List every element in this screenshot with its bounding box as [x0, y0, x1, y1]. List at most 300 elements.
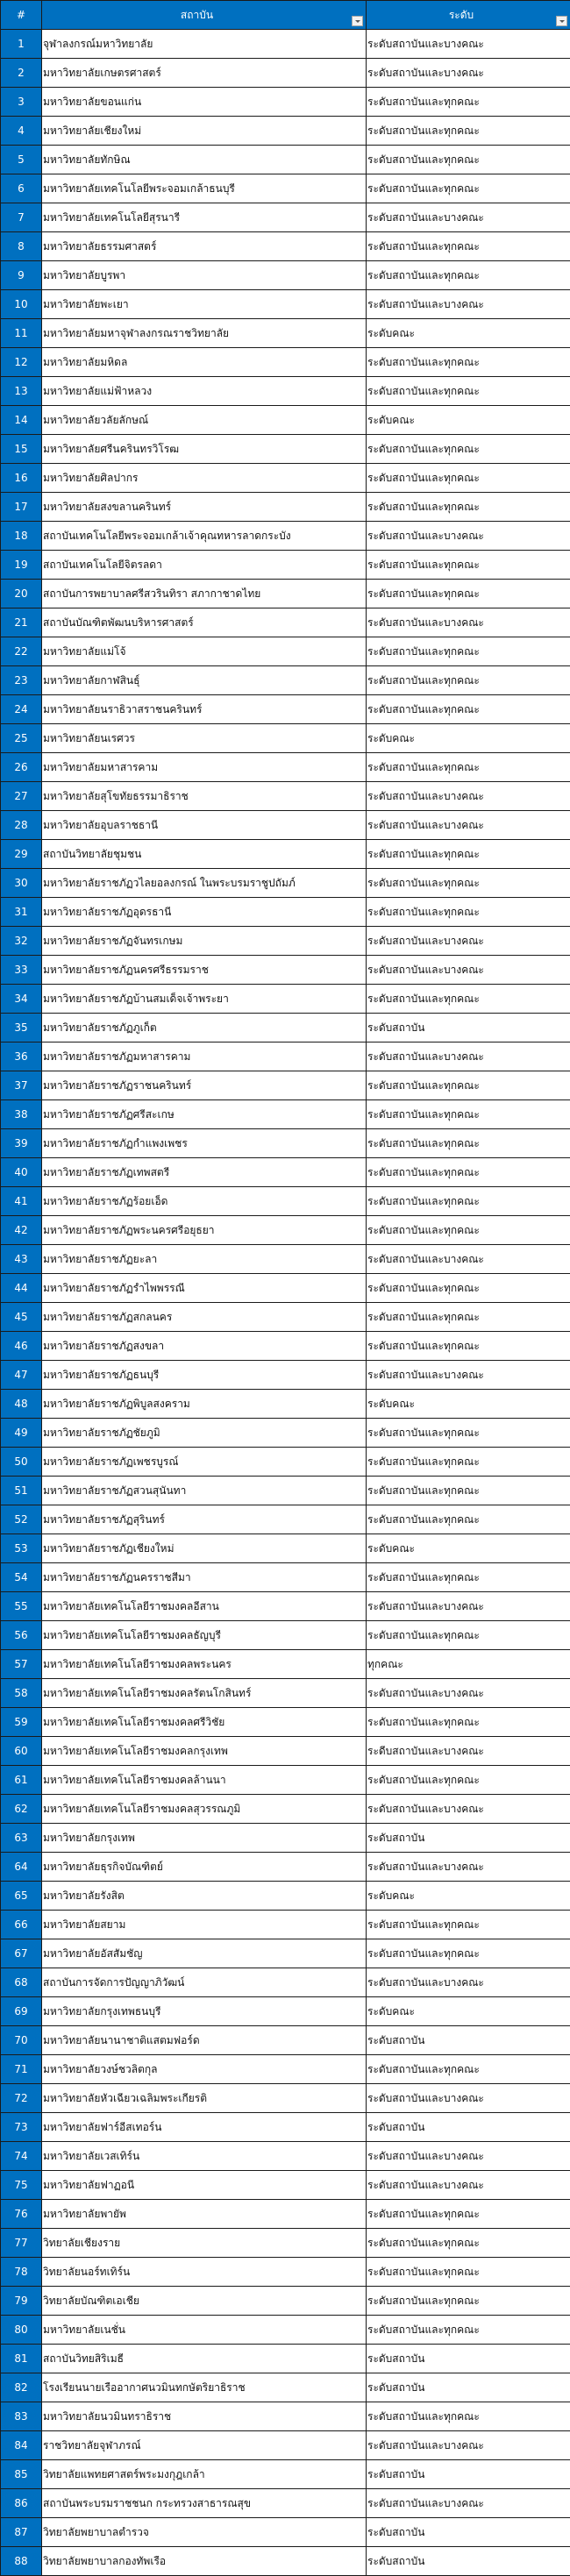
row-number[interactable]: 21 [1, 608, 42, 637]
institution-cell[interactable]: มหาวิทยาลัยเทคโนโลยีราชมงคลธัญบุรี [42, 1621, 367, 1650]
level-cell[interactable]: ระดับสถาบันและทุกคณะ [367, 2055, 570, 2084]
table-row [1, 493, 570, 522]
row-number[interactable]: 14 [1, 406, 42, 435]
table-row [1, 666, 570, 695]
row-number[interactable]: 60 [1, 1737, 42, 1766]
level-cell[interactable]: ระดับสถาบันและบางคณะ [367, 522, 570, 551]
row-number[interactable]: 3 [1, 88, 42, 117]
institution-cell[interactable]: จุฬาลงกรณ์มหาวิทยาลัย [42, 30, 367, 59]
institution-cell[interactable]: มหาวิทยาลัยราชภัฏจันทรเกษม [42, 927, 367, 956]
row-number[interactable]: 82 [1, 2373, 42, 2402]
row-number[interactable]: 88 [1, 2547, 42, 2576]
table-row [1, 2171, 570, 2200]
level-cell[interactable]: ระดับสถาบันและทุกคณะ [367, 1129, 570, 1158]
level-cell[interactable]: ระดับสถาบันและทุกคณะ [367, 232, 570, 261]
level-cell[interactable]: ระดับสถาบันและบางคณะ [367, 1042, 570, 1071]
level-cell[interactable]: ระดับสถาบันและทุกคณะ [367, 88, 570, 117]
row-number[interactable]: 84 [1, 2431, 42, 2460]
table-row [1, 1419, 570, 1448]
row-number[interactable]: 80 [1, 2316, 42, 2345]
table-row [1, 146, 570, 174]
level-cell[interactable]: ระดับสถาบันและทุกคณะ [367, 1274, 570, 1303]
row-number[interactable]: 58 [1, 1679, 42, 1708]
level-cell[interactable]: ระดับสถาบันและทุกคณะ [367, 666, 570, 695]
institution-cell[interactable]: มหาวิทยาลัยธรรมศาสตร์ [42, 232, 367, 261]
row-number[interactable]: 47 [1, 1361, 42, 1390]
institution-cell[interactable]: มหาวิทยาลัยราชภัฏนครศรีธรรมราช [42, 956, 367, 985]
row-number[interactable]: 77 [1, 2229, 42, 2258]
level-cell[interactable]: ระดับสถาบันและทุกคณะ [367, 377, 570, 406]
institution-cell[interactable]: สถาบันบัณฑิตพัฒนบริหารศาสตร์ [42, 608, 367, 637]
institution-cell[interactable]: วิทยาลัยพยาบาลตำรวจ [42, 2518, 367, 2547]
institution-cell[interactable]: มหาวิทยาลัยเนชั่น [42, 2316, 367, 2345]
institution-cell[interactable]: มหาวิทยาลัยมหาสารคาม [42, 753, 367, 782]
row-number[interactable]: 25 [1, 724, 42, 753]
table-row [1, 2113, 570, 2142]
level-cell[interactable]: ระดีบสถาบันและบางคณะ [367, 1737, 570, 1766]
institution-cell[interactable]: มหาวิทยาลัยศรีนครินทรวิโรฒ [42, 435, 367, 464]
institution-cell[interactable]: มหาวิทยาลัยสงขลานครินทร์ [42, 493, 367, 522]
level-cell[interactable]: ทุกคณะ [367, 1650, 570, 1679]
institution-cell[interactable]: มหาวิทยาลัยราชภัฏยะลา [42, 1245, 367, 1274]
row-number[interactable]: 48 [1, 1390, 42, 1419]
level-cell[interactable]: ระดับสถาบันและทุกคณะ [367, 1071, 570, 1100]
institution-cell[interactable]: มหาวิทยาลัยเทคโนโลยีราชมงคลพระนคร [42, 1650, 367, 1679]
institution-cell[interactable]: มหาวิทยาลัยสุโขทัยธรรมาธิราช [42, 782, 367, 811]
row-number[interactable]: 86 [1, 2489, 42, 2518]
institution-cell[interactable]: มหาวิทยาลัยราชภัฏรำไพพรรณี [42, 1274, 367, 1303]
table-row [1, 1563, 570, 1592]
level-cell[interactable]: ระดับคณะ [367, 724, 570, 753]
institution-cell[interactable]: มหาวิทยาลัยอุบลราชธานี [42, 811, 367, 840]
table-row [1, 1621, 570, 1650]
institution-cell[interactable]: มหาวิทยาลัยธุรกิจบัณฑิตย์ [42, 1853, 367, 1882]
institution-cell[interactable]: มหาวิทยาลัยฟาฏอนี [42, 2171, 367, 2200]
level-cell[interactable]: ระดับสถาบันและทุกคณะ [367, 2229, 570, 2258]
row-number[interactable]: 33 [1, 956, 42, 985]
institution-cell[interactable]: มหาวิทยาลัยราชภัฏสกลนคร [42, 1303, 367, 1332]
row-number[interactable]: 2 [1, 59, 42, 88]
institution-cell[interactable]: มหาวิทยาลัยราชภัฏสงขลา [42, 1332, 367, 1361]
row-number[interactable]: 22 [1, 637, 42, 666]
level-cell[interactable]: ระดับสถาบันและทุกคณะ [367, 464, 570, 493]
row-number[interactable]: 78 [1, 2258, 42, 2287]
institution-cell[interactable]: มหาวิทยาลัยหัวเฉียวเฉลิมพระเกียรติ [42, 2084, 367, 2113]
institution-cell[interactable]: มหาวิทยาลัยเทคโนโลยีราชมงคลศรีวิชัย [42, 1708, 367, 1737]
table-row [1, 261, 570, 290]
level-cell[interactable]: ระดับสถาบันและบางคณะ [367, 608, 570, 637]
level-cell[interactable]: ระดับสถาบันและบางคณะ [367, 1795, 570, 1824]
level-cell[interactable]: ระดับสถาบันและทุกคณะ [367, 1332, 570, 1361]
level-cell[interactable]: ระดับสถาบันและทุกคณะ [367, 1419, 570, 1448]
row-number[interactable]: 8 [1, 232, 42, 261]
row-number[interactable]: 23 [1, 666, 42, 695]
level-cell[interactable]: ระดับสถาบัน [367, 2460, 570, 2489]
institution-cell[interactable]: มหาวิทยาลัยราชภัฏเพชรบูรณ์ [42, 1448, 367, 1477]
level-cell[interactable]: ระดับสถาบันและบางคณะ [367, 811, 570, 840]
institution-cell[interactable]: มหาวิทยาลัยเทคโนโลยีราชมงคลสุวรรณภูมิ [42, 1795, 367, 1824]
level-cell[interactable]: ระดับสถาบันและทุกคณะ [367, 898, 570, 927]
filter-dropdown-institution-icon[interactable] [352, 16, 363, 26]
row-number[interactable]: 55 [1, 1592, 42, 1621]
row-number[interactable]: 44 [1, 1274, 42, 1303]
row-number[interactable]: 13 [1, 377, 42, 406]
row-number[interactable]: 17 [1, 493, 42, 522]
table-row [1, 927, 570, 956]
row-number[interactable]: 81 [1, 2345, 42, 2373]
institution-cell[interactable]: มหาวิทยาลัยแม่โจ้ [42, 637, 367, 666]
institution-cell[interactable]: มหาวิทยาลัยกาฬสินธุ์ [42, 666, 367, 695]
level-cell[interactable]: ระดับสถาบันและทุกคณะ [367, 1939, 570, 1968]
level-cell[interactable]: ระดับสถาบันและบางคณะ [367, 927, 570, 956]
level-cell[interactable]: ระดับสถาบันและบางคณะ [367, 1968, 570, 1997]
institution-cell[interactable]: มหาวิทยาลัยอัสสัมชัญ [42, 1939, 367, 1968]
row-number[interactable]: 1 [1, 30, 42, 59]
row-number[interactable]: 4 [1, 117, 42, 146]
institution-cell[interactable]: มหาวิทยาลัยนวมินทราธิราช [42, 2402, 367, 2431]
row-number[interactable]: 32 [1, 927, 42, 956]
row-number[interactable]: 35 [1, 1014, 42, 1042]
institution-cell[interactable]: มหาวิทยาลัยราชภัฏร้อยเอ็ด [42, 1187, 367, 1216]
level-cell[interactable]: ระดับสถาบันและทุกคณะ [367, 146, 570, 174]
level-cell[interactable]: ระดับสถาบันและทุกคณะ [367, 2287, 570, 2316]
institution-cell[interactable]: มหาวิทยาลัยเวสเทิร์น [42, 2142, 367, 2171]
row-number[interactable]: 83 [1, 2402, 42, 2431]
institution-cell[interactable]: มหาวิทยาลัยราชภัฏภูเก็ต [42, 1014, 367, 1042]
institution-cell[interactable]: มหาวิทยาลัยมหาจุฬาลงกรณราชวิทยาลัย [42, 319, 367, 348]
level-cell[interactable]: ระดับสถาบันและบางคณะ [367, 782, 570, 811]
institution-cell[interactable]: สถาบันเทคโนโลยีจิตรลดา [42, 551, 367, 580]
level-cell[interactable]: ระดับสถาบันและบางคณะ [367, 956, 570, 985]
level-cell[interactable]: ระดับสถาบันและบางคณะ [367, 203, 570, 232]
level-cell[interactable]: ระดับสถาบันและทุกคณะ [367, 2258, 570, 2287]
institution-cell[interactable]: มหาวิทยาลัยเกษตรศาสตร์ [42, 59, 367, 88]
level-cell[interactable]: ระดับสถาบันและบางคณะ [367, 1361, 570, 1390]
table-row [1, 2287, 570, 2316]
institution-cell[interactable]: มหาวิทยาลัยเชียงใหม่ [42, 117, 367, 146]
table-row [1, 1534, 570, 1563]
institution-cell[interactable]: สถาบันการจัดการปัญญาภิวัฒน์ [42, 1968, 367, 1997]
level-cell[interactable]: ระดับสถาบันและทุกคณะ [367, 2402, 570, 2431]
table-row [1, 695, 570, 724]
level-cell[interactable]: ระดับสถาบันและทุกคณะ [367, 435, 570, 464]
institution-cell[interactable]: มหาวิทยาลัยราชภัฏเชียงใหม่ [42, 1534, 367, 1563]
institution-cell[interactable]: มหาวิทยาลัยรังสิต [42, 1882, 367, 1911]
row-number[interactable]: 50 [1, 1448, 42, 1477]
row-number[interactable]: 7 [1, 203, 42, 232]
table-row [1, 88, 570, 117]
institution-cell[interactable]: มหาวิทยาลัยราชภัฏเทพสตรี [42, 1158, 367, 1187]
level-cell[interactable]: ระดับสถาบันและบางคณะ [367, 2489, 570, 2518]
level-cell[interactable]: ระดับสถาบันและบางคณะ [367, 30, 570, 59]
level-cell[interactable]: ระดับสถาบันและทุกคณะ [367, 1158, 570, 1187]
table-row [1, 30, 570, 59]
institution-cell[interactable]: มหาวิทยาลัยราชภัฏอุดรธานี [42, 898, 367, 927]
row-number[interactable]: 20 [1, 580, 42, 608]
level-cell[interactable]: ระดับคณะ [367, 319, 570, 348]
table-row [1, 811, 570, 840]
institution-cell[interactable]: มหาวิทยาลัยเทคโนโลยีสุรนารี [42, 203, 367, 232]
row-number[interactable]: 79 [1, 2287, 42, 2316]
table-row [1, 1071, 570, 1100]
level-cell[interactable]: ระดับสถาบัน [367, 2113, 570, 2142]
row-number[interactable]: 29 [1, 840, 42, 869]
level-cell[interactable]: ระดับสถาบันและทุกคณะ [367, 869, 570, 898]
institution-cell[interactable]: มหาวิทยาลัยราชภัฏศรีสะเกษ [42, 1100, 367, 1129]
level-cell[interactable]: ระดับสถาบันและบางคณะ [367, 2171, 570, 2200]
row-number[interactable]: 52 [1, 1505, 42, 1534]
row-number[interactable]: 56 [1, 1621, 42, 1650]
level-cell[interactable]: ระดับสถาบันและทุกคณะ [367, 261, 570, 290]
row-number[interactable]: 15 [1, 435, 42, 464]
institution-cell[interactable]: มหาวิทยาลัยเทคโนโลยีราชมงคลรัตนโกสินทร์ [42, 1679, 367, 1708]
institution-cell[interactable]: มหาวิทยาลัยศิลปากร [42, 464, 367, 493]
institution-cell[interactable]: มหาวิทยาลัยขอนแก่น [42, 88, 367, 117]
institution-cell[interactable]: มหาวิทยาลัยราชภัฏราชนครินทร์ [42, 1071, 367, 1100]
row-number[interactable]: 26 [1, 753, 42, 782]
row-number[interactable]: 49 [1, 1419, 42, 1448]
institution-cell[interactable]: มหาวิทยาลัยราชภัฏชัยภูมิ [42, 1419, 367, 1448]
level-cell[interactable]: ระดับสถาบัน [367, 2518, 570, 2547]
level-cell[interactable]: ระดับสถาบันและทุกคณะ [367, 695, 570, 724]
row-number[interactable]: 64 [1, 1853, 42, 1882]
institution-cell[interactable]: มหาวิทยาลัยพายัพ [42, 2200, 367, 2229]
table-row [1, 608, 570, 637]
institution-cell[interactable]: มหาวิทยาลัยราชภัฏมหาสารคาม [42, 1042, 367, 1071]
level-cell[interactable]: ระดับสถาบันและทุกคณะ [367, 2316, 570, 2345]
row-number[interactable]: 67 [1, 1939, 42, 1968]
row-number[interactable]: 10 [1, 290, 42, 319]
row-number[interactable]: 73 [1, 2113, 42, 2142]
institution-cell[interactable]: มหาวิทยาลัยนราธิวาสราชนครินทร์ [42, 695, 367, 724]
table-row [1, 1853, 570, 1882]
level-cell[interactable]: ระดับสถาบันและทุกคณะ [367, 1448, 570, 1477]
institution-cell[interactable]: มหาวิทยาลัยมหิดล [42, 348, 367, 377]
row-number[interactable]: 69 [1, 1997, 42, 2026]
level-cell[interactable]: ระดับคณะ [367, 1997, 570, 2026]
institution-cell[interactable]: มหาวิทยาลัยราชภัฏธนบุรี [42, 1361, 367, 1390]
row-number[interactable]: 28 [1, 811, 42, 840]
row-number[interactable]: 74 [1, 2142, 42, 2171]
filter-dropdown-level-icon[interactable] [556, 16, 567, 26]
table-row [1, 2489, 570, 2518]
institution-cell[interactable]: มหาวิทยาลัยนเรศวร [42, 724, 367, 753]
institution-cell[interactable]: วิทยาลัยพยาบาลกองทัพเรือ [42, 2547, 367, 2576]
table-row [1, 1795, 570, 1824]
row-number[interactable]: 62 [1, 1795, 42, 1824]
institution-cell[interactable]: มหาวิทยาลัยทักษิณ [42, 146, 367, 174]
institution-cell[interactable]: วิทยาลัยบัณฑิตเอเชีย [42, 2287, 367, 2316]
row-number[interactable]: 71 [1, 2055, 42, 2084]
level-cell[interactable]: ระดับสถาบันและบางคณะ [367, 2084, 570, 2113]
row-number[interactable]: 40 [1, 1158, 42, 1187]
level-cell[interactable]: ระดับคณะ [367, 1882, 570, 1911]
institution-cell[interactable]: วิทยาลัยนอร์ทเทิร์น [42, 2258, 367, 2287]
table-row [1, 1042, 570, 1071]
row-number[interactable]: 75 [1, 2171, 42, 2200]
level-cell[interactable]: ระดับสถาบันและทุกคณะ [367, 551, 570, 580]
row-number[interactable]: 85 [1, 2460, 42, 2489]
row-number[interactable]: 37 [1, 1071, 42, 1100]
institution-cell[interactable]: มหาวิทยาลัยพะเยา [42, 290, 367, 319]
institution-cell[interactable]: มหาวิทยาลัยราชภัฏสุรินทร์ [42, 1505, 367, 1534]
row-number[interactable]: 11 [1, 319, 42, 348]
level-cell[interactable]: ระดับสถาบัน [367, 2373, 570, 2402]
row-number[interactable]: 72 [1, 2084, 42, 2113]
institution-cell[interactable]: มหาวิทยาลัยเทคโนโลยีราชมงคลกรุงเทพ [42, 1737, 367, 1766]
institution-cell[interactable]: มหาวิทยาลัยกรุงเทพธนบุรี [42, 1997, 367, 2026]
level-cell[interactable]: ระดับสถาบันและทุกคณะ [367, 1708, 570, 1737]
level-cell[interactable]: ระดับสถาบันและบางคณะ [367, 290, 570, 319]
level-cell[interactable]: ระดับสถาบันและบางคณะ [367, 1245, 570, 1274]
institution-cell[interactable]: มหาวิทยาลัยเทคโนโลยีราชมงคลอีสาน [42, 1592, 367, 1621]
table-row [1, 580, 570, 608]
level-cell[interactable]: ระดับสถาบันและทุกคณะ [367, 493, 570, 522]
level-cell[interactable]: ระดับสถาบันและบางคณะ [367, 1679, 570, 1708]
institution-cell[interactable]: มหาวิทยาลัยฟาร์อีสเทอร์น [42, 2113, 367, 2142]
level-cell[interactable]: ระดับสถาบันและทุกคณะ [367, 1477, 570, 1505]
institution-cell[interactable]: มหาวิทยาลัยราชภัฏกำแพงเพชร [42, 1129, 367, 1158]
table-row [1, 637, 570, 666]
institution-cell[interactable]: สถาบันวิทยสิริเมธี [42, 2345, 367, 2373]
level-cell[interactable]: ระดับสถาบัน [367, 2547, 570, 2576]
row-number[interactable]: 42 [1, 1216, 42, 1245]
institution-cell[interactable]: มหาวิทยาลัยราชภัฏวไลยอลงกรณ์ ในพระบรมราชูปถัมภ์ [42, 869, 367, 898]
row-number[interactable]: 41 [1, 1187, 42, 1216]
row-number[interactable]: 61 [1, 1766, 42, 1795]
institution-cell[interactable]: วิทยาลัยเชียงราย [42, 2229, 367, 2258]
level-cell[interactable]: ระดับสถาบันและทุกคณะ [367, 1563, 570, 1592]
level-cell[interactable]: ระดับสถาบัน [367, 1824, 570, 1853]
row-number[interactable]: 76 [1, 2200, 42, 2229]
row-number[interactable]: 36 [1, 1042, 42, 1071]
level-cell[interactable]: ระดับสถาบันและทุกคณะ [367, 1911, 570, 1939]
level-cell[interactable]: ระดับสถาบันและทุกคณะ [367, 637, 570, 666]
row-number[interactable]: 34 [1, 985, 42, 1014]
level-cell[interactable]: ระดับคณะ [367, 1390, 570, 1419]
institution-cell[interactable]: มหาวิทยาลัยราชภัฏบ้านสมเด็จเจ้าพระยา [42, 985, 367, 1014]
level-cell[interactable]: ระดับสถาบัน [367, 2345, 570, 2373]
institution-cell[interactable]: ราชวิทยาลัยจุฬาภรณ์ [42, 2431, 367, 2460]
row-number[interactable]: 16 [1, 464, 42, 493]
row-number[interactable]: 6 [1, 174, 42, 203]
level-cell[interactable]: ระดับสถาบันและบางคณะ [367, 1853, 570, 1882]
row-number[interactable]: 63 [1, 1824, 42, 1853]
row-number[interactable]: 9 [1, 261, 42, 290]
row-number[interactable]: 87 [1, 2518, 42, 2547]
row-number[interactable]: 46 [1, 1332, 42, 1361]
level-cell[interactable]: ระดับสถาบัน [367, 1014, 570, 1042]
institution-cell[interactable]: มหาวิทยาลัยแม่ฟ้าหลวง [42, 377, 367, 406]
institution-cell[interactable]: มหาวิทยาลัยราชภัฏพิบูลสงคราม [42, 1390, 367, 1419]
level-cell[interactable]: ระดับสถาบันและทุกคณะ [367, 117, 570, 146]
level-cell[interactable]: ระดับสถาบันและทุกคณะ [367, 2200, 570, 2229]
level-cell[interactable]: ระดับคณะ [367, 1534, 570, 1563]
row-number[interactable]: 68 [1, 1968, 42, 1997]
row-number[interactable]: 70 [1, 2026, 42, 2055]
institution-cell[interactable]: มหาวิทยาลัยสยาม [42, 1911, 367, 1939]
row-number[interactable]: 38 [1, 1100, 42, 1129]
row-number[interactable]: 54 [1, 1563, 42, 1592]
level-cell[interactable]: ระดับสถาบันและทุกคณะ [367, 1216, 570, 1245]
institution-cell[interactable]: มหาวิทยาลัยเทคโนโลยีราชมงคลล้านนา [42, 1766, 367, 1795]
table-row [1, 1679, 570, 1708]
institution-cell[interactable]: มหาวิทยาลัยวงษ์ชวลิตกุล [42, 2055, 367, 2084]
institution-cell[interactable]: มหาวิทยาลัยราชภัฏนครราชสีมา [42, 1563, 367, 1592]
level-cell[interactable]: ระดับสถาบันและทุกคณะ [367, 348, 570, 377]
row-number[interactable]: 31 [1, 898, 42, 927]
institution-cell[interactable]: วิทยาลัยแพทยศาสตร์พระมงกุฎเกล้า [42, 2460, 367, 2489]
level-cell[interactable]: ระดับสถาบันและทุกคณะ [367, 1621, 570, 1650]
table-row [1, 2084, 570, 2113]
row-number[interactable]: 57 [1, 1650, 42, 1679]
row-number[interactable]: 59 [1, 1708, 42, 1737]
table-row [1, 898, 570, 927]
table-row [1, 59, 570, 88]
institution-cell[interactable]: มหาวิทยาลัยนานาชาติแสตมฟอร์ด [42, 2026, 367, 2055]
row-number[interactable]: 43 [1, 1245, 42, 1274]
level-cell[interactable]: ระดับคณะ [367, 406, 570, 435]
level-cell[interactable]: ระดับสถาบันและทุกคณะ [367, 840, 570, 869]
institution-cell[interactable]: มหาวิทยาลัยบูรพา [42, 261, 367, 290]
row-number[interactable]: 30 [1, 869, 42, 898]
institution-cell[interactable]: มหาวิทยาลัยเทคโนโลยีพระจอมเกล้าธนบุรี [42, 174, 367, 203]
table-row [1, 1100, 570, 1129]
row-number[interactable]: 39 [1, 1129, 42, 1158]
institution-cell[interactable]: สถาบันวิทยาลัยชุมชน [42, 840, 367, 869]
institution-cell[interactable]: สถาบันเทคโนโลยีพระจอมเกล้าเจ้าคุณทหารลาดกระบัง [42, 522, 367, 551]
institution-cell[interactable]: มหาวิทยาลัยกรุงเทพ [42, 1824, 367, 1853]
level-cell[interactable]: ระดับสถาบันและทุกคณะ [367, 580, 570, 608]
level-cell[interactable]: ระดับสถาบันและบางคณะ [367, 59, 570, 88]
row-number[interactable]: 19 [1, 551, 42, 580]
level-cell[interactable]: ระดับสถาบันและทุกคณะ [367, 1766, 570, 1795]
table-row [1, 2229, 570, 2258]
row-number[interactable]: 24 [1, 695, 42, 724]
level-cell[interactable]: ระดับสถาบันและทุกคณะ [367, 1187, 570, 1216]
institution-cell[interactable]: สถาบันพระบรมราชชนก กระทรวงสาธารณสุข [42, 2489, 367, 2518]
row-number[interactable]: 65 [1, 1882, 42, 1911]
level-cell[interactable]: ระดับสถาบันและทุกคณะ [367, 1100, 570, 1129]
row-number[interactable]: 27 [1, 782, 42, 811]
row-number[interactable]: 51 [1, 1477, 42, 1505]
table-row [1, 1939, 570, 1968]
row-number[interactable]: 12 [1, 348, 42, 377]
row-number[interactable]: 66 [1, 1911, 42, 1939]
row-number[interactable]: 5 [1, 146, 42, 174]
institution-cell[interactable]: สถาบันการพยาบาลศรีสวรินทิรา สภากาชาดไทย [42, 580, 367, 608]
level-cell[interactable]: ระดับสถาบันและทุกคณะ [367, 1505, 570, 1534]
table-row [1, 1303, 570, 1332]
level-cell[interactable]: ระดับสถาบัน [367, 2026, 570, 2055]
level-cell[interactable]: ระดับสถาบันและบางคณะ [367, 2142, 570, 2171]
level-cell[interactable]: ระดับสถาบันและทุกคณะ [367, 753, 570, 782]
level-cell[interactable]: ระดับสถาบันและบางคณะ [367, 2431, 570, 2460]
level-cell[interactable]: ระดับสถาบันและทุกคณะ [367, 174, 570, 203]
institution-cell[interactable]: มหาวิทยาลัยราชภัฏสวนสุนันทา [42, 1477, 367, 1505]
table-row [1, 117, 570, 146]
level-cell[interactable]: ระดับสถาบันและทุกคณะ [367, 1303, 570, 1332]
institution-cell[interactable]: มหาวิทยาลัยวลัยลักษณ์ [42, 406, 367, 435]
row-number[interactable]: 18 [1, 522, 42, 551]
institution-cell[interactable]: โรงเรียนนายเรืออากาศนวมินทกษัตริยาธิราช [42, 2373, 367, 2402]
level-cell[interactable]: ระดับสถาบันและทุกคณะ [367, 985, 570, 1014]
row-number[interactable]: 45 [1, 1303, 42, 1332]
table-row [1, 1766, 570, 1795]
row-number[interactable]: 53 [1, 1534, 42, 1563]
institution-cell[interactable]: มหาวิทยาลัยราชภัฏพระนครศรีอยุธยา [42, 1216, 367, 1245]
level-cell[interactable]: ระดับสถาบันและบางคณะ [367, 1592, 570, 1621]
